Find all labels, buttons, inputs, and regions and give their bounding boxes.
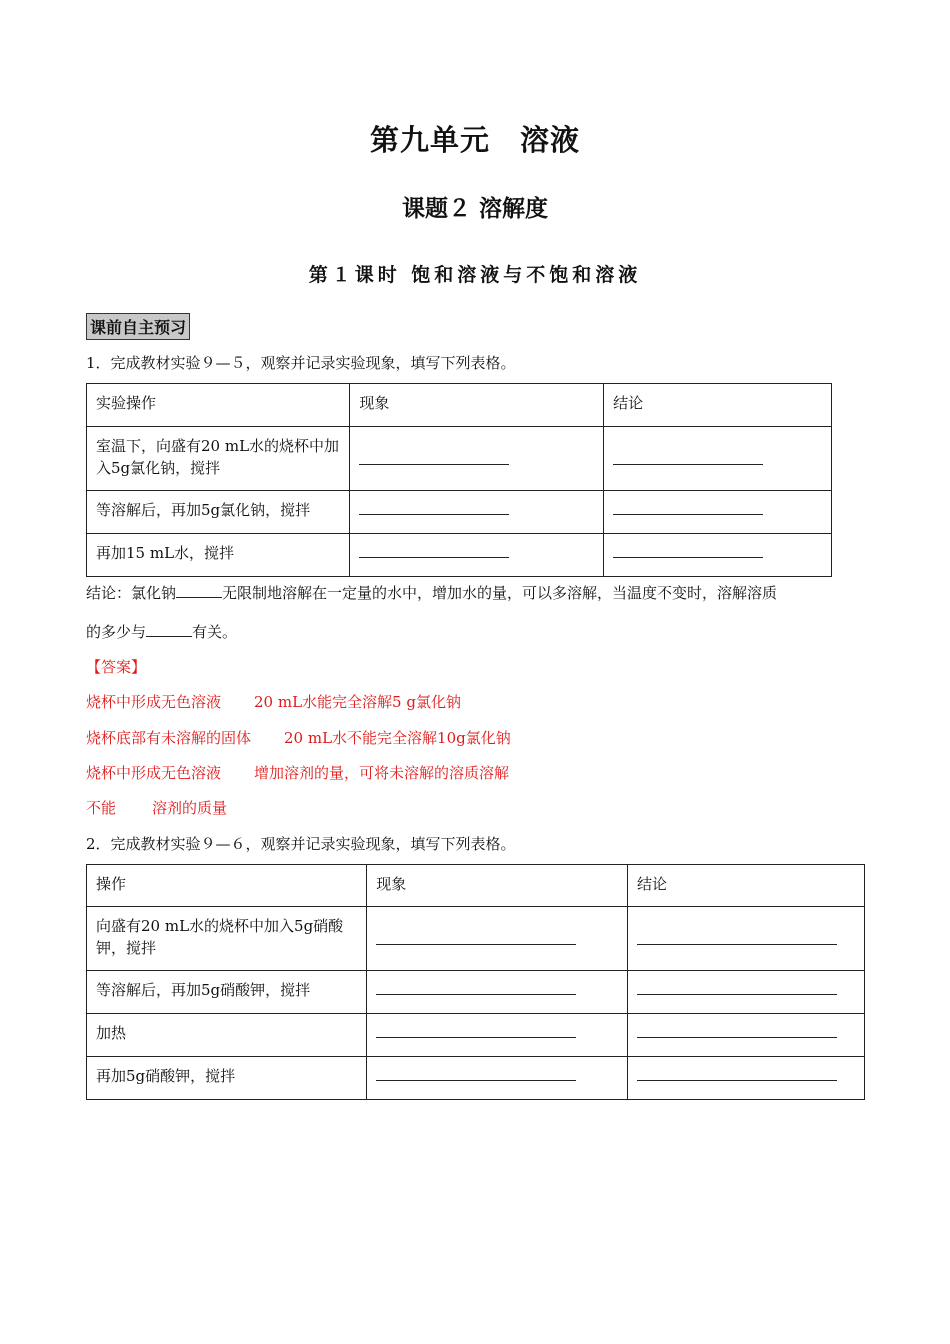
table-header-row	[87, 865, 865, 907]
fill-blank[interactable]	[613, 450, 763, 465]
answer-line	[86, 691, 461, 712]
fill-blank[interactable]	[637, 980, 837, 995]
q1-prompt: 1．完成教材实验９—５，观察并记录实验现象，填写下列表格。	[86, 354, 516, 372]
fill-blank[interactable]	[376, 930, 576, 945]
fill-blank[interactable]	[359, 450, 509, 465]
fill-blank[interactable]	[376, 1023, 576, 1038]
answer-blank-cell[interactable]	[367, 1014, 628, 1057]
section-label: 课前自主预习	[86, 313, 190, 340]
q2-table	[86, 864, 865, 1100]
topic-title: 课题２ 溶解度	[401, 196, 548, 222]
answer-blank-cell[interactable]	[628, 907, 865, 971]
table-header-row	[87, 384, 832, 427]
answer-blank-cell[interactable]	[628, 1014, 865, 1057]
q2-prompt: 2．完成教材实验９—６，观察并记录实验现象，填写下列表格。	[86, 835, 516, 853]
header-cell: 现象	[367, 865, 628, 907]
header-cell: 结论	[628, 865, 865, 907]
header-cell: 现象	[350, 384, 604, 427]
answer-phenomenon: 烧杯中形成无色溶液	[86, 693, 222, 711]
operation-cell: 室温下，向盛有20 mL水的烧杯中加入5g氯化钠，搅拌	[87, 427, 350, 491]
fill-blank[interactable]	[176, 583, 222, 598]
fill-blank[interactable]	[637, 930, 837, 945]
answer-conclusion: 20 mL水能完全溶解5 g氯化钠	[254, 693, 461, 711]
operation-cell: 等溶解后，再加5g氯化钠，搅拌	[87, 491, 350, 534]
answer-conclusion: 溶剂的质量	[152, 799, 228, 817]
q1-conclusion-line-1	[86, 582, 777, 603]
table-row	[87, 1014, 865, 1057]
header-cell: 操作	[87, 865, 367, 907]
answer-conclusion: 20 mL水不能完全溶解10g氯化钠	[284, 729, 511, 747]
answer-blank-cell[interactable]	[350, 491, 604, 534]
answer-phenomenon: 烧杯中形成无色溶液	[86, 764, 222, 782]
unit-title: 第九单元 溶液	[369, 123, 580, 157]
fill-blank[interactable]	[613, 543, 763, 558]
answer-line	[86, 797, 227, 818]
fill-blank[interactable]	[376, 980, 576, 995]
answer-phenomenon: 不能	[86, 799, 117, 817]
conclusion-text: 无限制地溶解在一定量的水中，增加水的量，可以多溶解，当温度不变时，溶解溶质	[222, 584, 778, 602]
answer-blank-cell[interactable]	[350, 427, 604, 491]
answer-line	[86, 762, 509, 783]
table-row	[87, 491, 832, 534]
operation-cell: 加热	[87, 1014, 367, 1057]
header-cell: 结论	[604, 384, 832, 427]
answer-blank-cell[interactable]	[628, 971, 865, 1014]
operation-cell: 等溶解后，再加5g硝酸钾，搅拌	[87, 971, 367, 1014]
fill-blank[interactable]	[613, 500, 763, 515]
answer-line	[86, 727, 511, 748]
answer-blank-cell[interactable]	[367, 971, 628, 1014]
answer-blank-cell[interactable]	[604, 534, 832, 577]
fill-blank[interactable]	[359, 500, 509, 515]
answer-blank-cell[interactable]	[628, 1057, 865, 1100]
operation-cell: 再加5g硝酸钾，搅拌	[87, 1057, 367, 1100]
answer-blank-cell[interactable]	[350, 534, 604, 577]
fill-blank[interactable]	[146, 622, 192, 637]
operation-cell: 向盛有20 mL水的烧杯中加入5g硝酸钾，搅拌	[87, 907, 367, 971]
fill-blank[interactable]	[359, 543, 509, 558]
header-cell: 实验操作	[87, 384, 350, 427]
answer-conclusion: 增加溶剂的量，可将未溶解的溶质溶解	[254, 764, 510, 782]
answer-label: 【答案】	[86, 658, 147, 676]
q1-conclusion-line-2	[86, 621, 237, 642]
fill-blank[interactable]	[637, 1023, 837, 1038]
conclusion-text: 有关。	[192, 623, 238, 641]
lesson-title: 第１课时 饱和溶液与不饱和溶液	[308, 264, 642, 286]
conclusion-text: 结论：氯化钠	[86, 584, 177, 602]
table-row	[87, 907, 865, 971]
answer-blank-cell[interactable]	[604, 491, 832, 534]
fill-blank[interactable]	[376, 1066, 576, 1081]
table-row	[87, 1057, 865, 1100]
conclusion-text: 的多少与	[86, 623, 147, 641]
answer-blank-cell[interactable]	[604, 427, 832, 491]
table-row	[87, 971, 865, 1014]
q1-table	[86, 383, 832, 577]
answer-phenomenon: 烧杯底部有未溶解的固体	[86, 729, 252, 747]
table-row	[87, 427, 832, 491]
operation-cell: 再加15 mL水，搅拌	[87, 534, 350, 577]
table-row	[87, 534, 832, 577]
answer-blank-cell[interactable]	[367, 907, 628, 971]
fill-blank[interactable]	[637, 1066, 837, 1081]
answer-blank-cell[interactable]	[367, 1057, 628, 1100]
